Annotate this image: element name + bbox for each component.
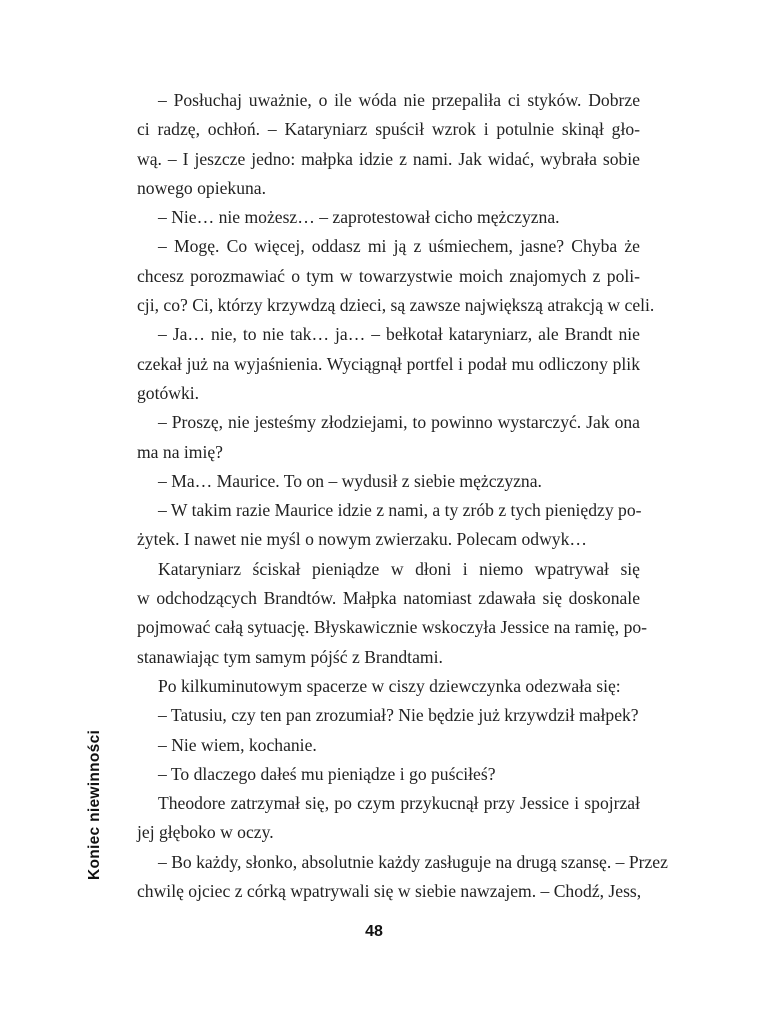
paragraph bbox=[137, 701, 640, 730]
text-line: chcesz porozmawiać o tym w towarzystwie moich znajomych z poli- bbox=[137, 265, 640, 286]
page-number: 48 bbox=[365, 923, 383, 940]
paragraph bbox=[137, 789, 640, 848]
text-line: czekał już na wyjaśnienia. Wyciągnął portfel i podał mu odliczony plik bbox=[137, 353, 640, 374]
text-line: wą. – I jeszcze jedno: małpka idzie z nami. Jak widać, wybrała sobie bbox=[137, 148, 640, 169]
text-line: – To dlaczego dałeś mu pieniądze i go puściłeś? bbox=[158, 763, 496, 784]
text-line: Po kilkuminutowym spacerze w ciszy dziewczynka odezwała się: bbox=[158, 675, 621, 696]
text-line: pojmować całą sytuację. Błyskawicznie wskoczyła Jessice na ramię, po- bbox=[137, 617, 648, 638]
paragraph bbox=[137, 203, 640, 232]
paragraph bbox=[137, 731, 640, 760]
paragraph bbox=[137, 408, 640, 467]
text-line: jej głęboko w oczy. bbox=[137, 822, 274, 843]
text-line: ci radzę, ochłoń. – Kataryniarz spuścił wzrok i potulnie skinął gło- bbox=[137, 119, 640, 140]
text-line: – Ja… nie, to nie tak… ja… – bełkotał kataryniarz, ale Brandt nie bbox=[158, 324, 640, 345]
text-line: Kataryniarz ściskał pieniądze w dłoni i niemo wpatrywał się bbox=[158, 558, 640, 579]
text-line: – Ma… Maurice. To on – wydusił z siebie mężczyzna. bbox=[158, 470, 542, 491]
paragraph bbox=[137, 232, 655, 320]
paragraph bbox=[137, 760, 640, 789]
text-line: żytek. I nawet nie myśl o nowym zwierzaku. Polecam odwyk… bbox=[137, 529, 587, 550]
paragraph bbox=[137, 848, 668, 907]
text-line: cji, co? Ci, którzy krzywdzą dzieci, są zawsze największą atrakcją w celi. bbox=[137, 295, 655, 316]
text-line: ma na imię? bbox=[137, 441, 223, 462]
text-line: stanawiając tym samym pójść z Brandtami. bbox=[137, 646, 443, 667]
text-line: – Tatusiu, czy ten pan zrozumiał? Nie będzie już krzywdził małpek? bbox=[158, 705, 639, 726]
text-line: nowego opiekuna. bbox=[137, 177, 266, 198]
paragraph bbox=[137, 320, 640, 408]
paragraph bbox=[137, 496, 640, 555]
text-line: – Nie wiem, kochanie. bbox=[158, 734, 317, 755]
text-line: – W takim razie Maurice idzie z nami, a ty zrób z tych pieniędzy po- bbox=[158, 500, 642, 521]
paragraph bbox=[137, 86, 640, 203]
body-text bbox=[137, 86, 668, 906]
paragraph bbox=[137, 672, 640, 701]
text-line: – Bo każdy, słonko, absolutnie każdy zasługuje na drugą szansę. – Przez bbox=[158, 851, 668, 872]
text-line: – Nie… nie możesz… – zaprotestował cicho mężczyzna. bbox=[158, 207, 560, 228]
text-line: gotówki. bbox=[137, 382, 200, 403]
paragraph bbox=[137, 467, 640, 496]
text-line: chwilę ojciec z córką wpatrywali się w siebie nawzajem. – Chodź, Jess, bbox=[137, 881, 642, 902]
running-title-vertical: Koniec niewinności bbox=[86, 729, 103, 880]
text-line: – Mogę. Co więcej, oddasz mi ją z uśmiechem, jasne? Chyba że bbox=[158, 236, 640, 257]
text-line: w odchodzących Brandtów. Małpka natomiast zdawała się doskonale bbox=[137, 588, 640, 609]
paragraph bbox=[137, 555, 648, 672]
text-line: Theodore zatrzymał się, po czym przykucnął przy Jessice i spojrzał bbox=[158, 793, 640, 814]
text-line: – Posłuchaj uważnie, o ile wóda nie przepaliła ci styków. Dobrze bbox=[158, 90, 640, 110]
text-line: – Proszę, nie jesteśmy złodziejami, to powinno wystarczyć. Jak ona bbox=[158, 412, 640, 433]
